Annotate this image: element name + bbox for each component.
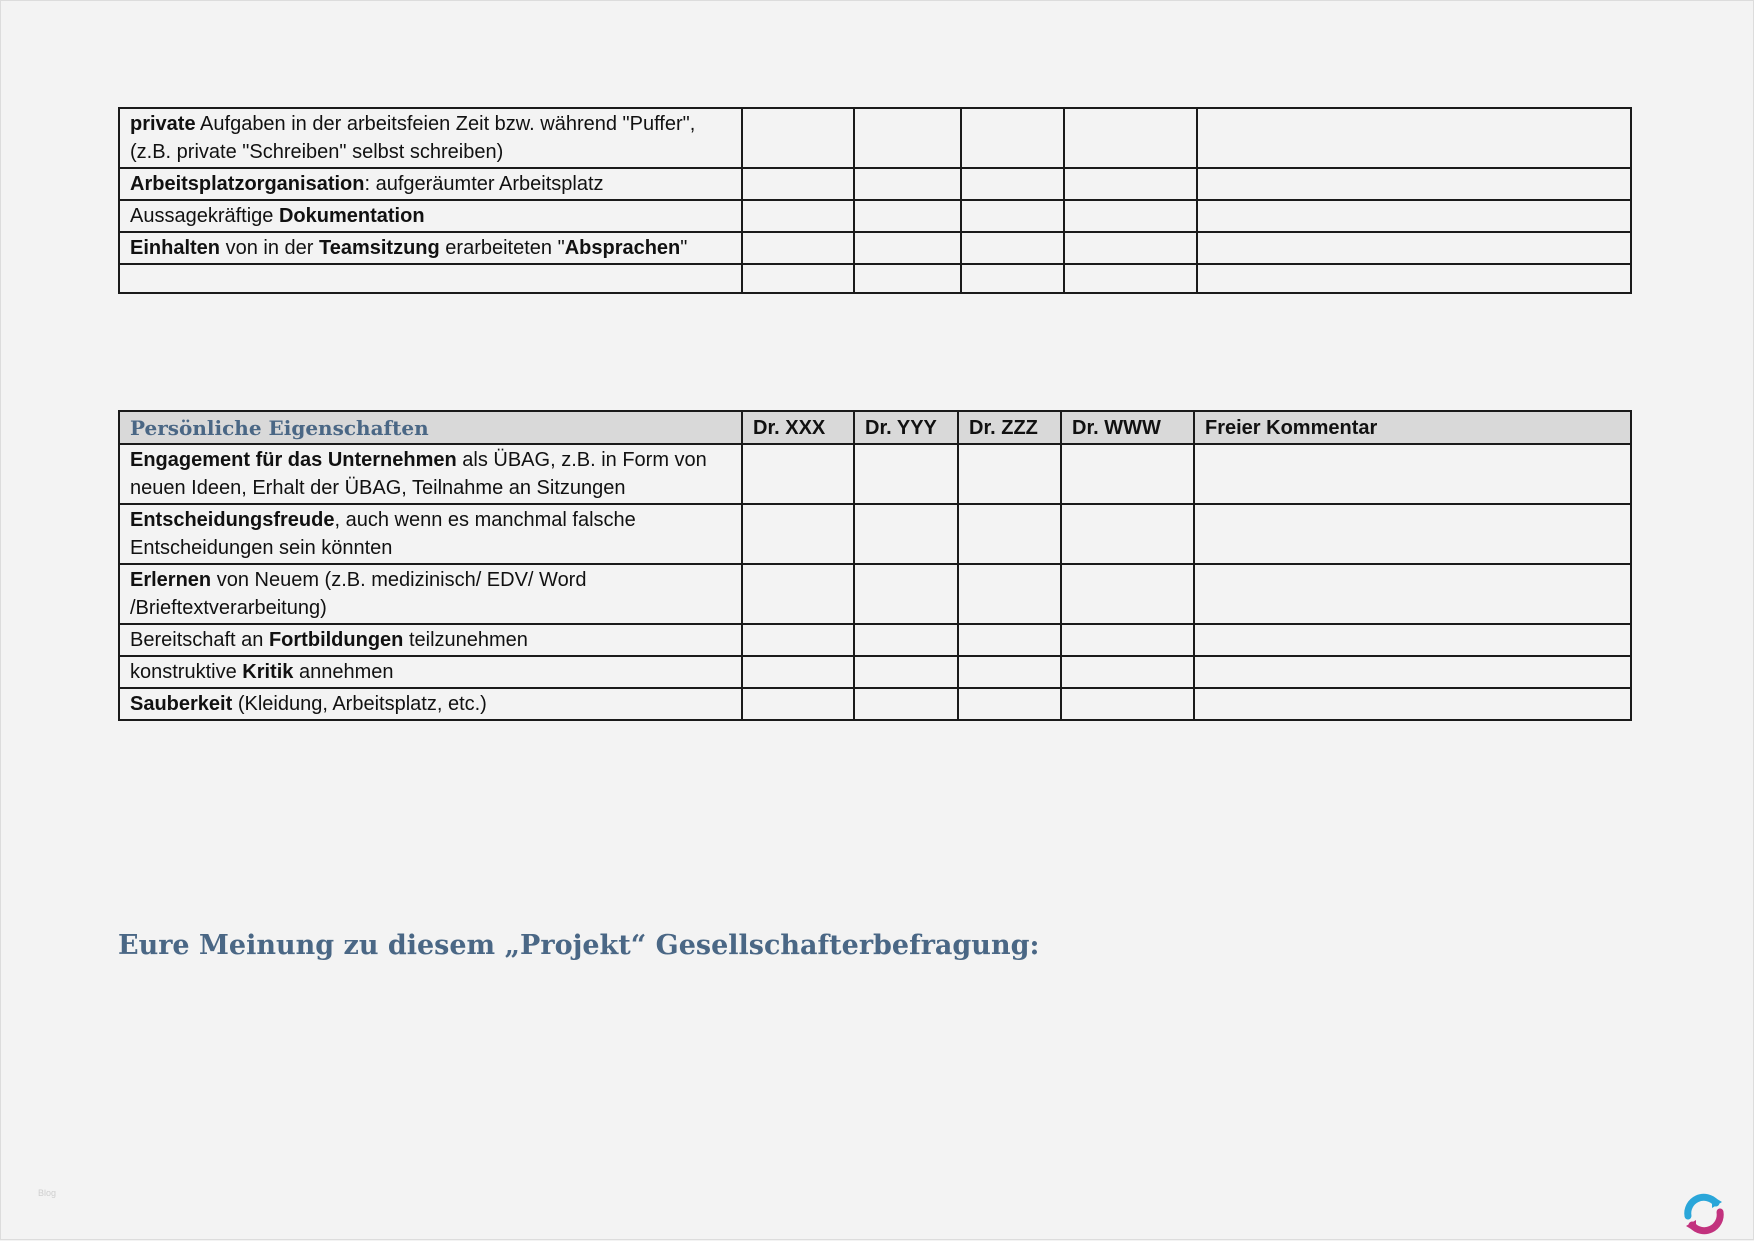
rating-cell[interactable] xyxy=(958,444,1061,504)
rating-cell[interactable] xyxy=(1061,444,1194,504)
rating-cell[interactable] xyxy=(1064,232,1197,264)
rating-cell[interactable] xyxy=(742,264,854,293)
rating-cell[interactable] xyxy=(742,688,854,720)
page-watermark-label: Blog xyxy=(38,1188,57,1198)
column-header-dr-zzz: Dr. ZZZ xyxy=(958,411,1061,444)
rating-cell[interactable] xyxy=(1064,168,1197,200)
criterion-text: von Neuem (z.B. medizinisch/ EDV/ Word /Brieftextverarbeitung) xyxy=(130,569,587,619)
criteria-table-work xyxy=(118,107,1632,294)
rating-cell[interactable] xyxy=(1194,504,1631,564)
rating-cell[interactable] xyxy=(854,504,958,564)
criterion-cell xyxy=(119,624,742,656)
criterion-text: Bereitschaft an xyxy=(130,629,269,651)
rating-cell[interactable] xyxy=(1194,444,1631,504)
rating-cell[interactable] xyxy=(742,656,854,688)
criterion-text: von in der xyxy=(220,237,319,259)
rating-cell[interactable] xyxy=(854,624,958,656)
rating-cell[interactable] xyxy=(742,444,854,504)
rating-cell[interactable] xyxy=(742,564,854,624)
criterion-text: : aufgeräumter Arbeitsplatz xyxy=(364,173,604,195)
criterion-text: (Kleidung, Arbeitsplatz, etc.) xyxy=(232,693,487,715)
criterion-keyword: Engagement für das Unternehmen xyxy=(130,449,457,471)
rating-cell[interactable] xyxy=(854,108,961,168)
rating-cell[interactable] xyxy=(1061,504,1194,564)
rating-cell[interactable] xyxy=(1194,624,1631,656)
rating-cell[interactable] xyxy=(1197,168,1631,200)
criterion-keyword: Fortbildungen xyxy=(268,629,404,651)
table-row xyxy=(119,688,1631,720)
criterion-text: Aufgaben in der arbeitsfeien Zeit bzw. während "Puffer", (z.B. private "Schreiben" selbst schreiben) xyxy=(130,113,696,163)
criterion-text: annehmen xyxy=(293,661,394,683)
column-header-comment: Freier Kommentar xyxy=(1194,411,1631,444)
criterion-text: , auch wenn es manchmal falsche Entscheidungen sein könnten xyxy=(130,509,636,559)
table-row xyxy=(119,168,1631,200)
rating-cell[interactable] xyxy=(854,444,958,504)
rating-cell[interactable] xyxy=(1194,688,1631,720)
criterion-cell xyxy=(119,504,742,564)
criterion-keyword: Kritik xyxy=(242,661,294,683)
rating-cell[interactable] xyxy=(958,624,1061,656)
rating-cell[interactable] xyxy=(1197,200,1631,232)
criteria-table-personal xyxy=(118,410,1632,721)
rating-cell[interactable] xyxy=(1194,656,1631,688)
criterion-cell xyxy=(119,232,742,264)
criterion-cell xyxy=(119,168,742,200)
table-row xyxy=(119,564,1631,624)
table-row xyxy=(119,200,1631,232)
rating-cell[interactable] xyxy=(1197,108,1631,168)
table-row xyxy=(119,624,1631,656)
rating-cell[interactable] xyxy=(1064,264,1197,293)
criterion-text: konstruktive xyxy=(130,661,243,683)
rating-cell[interactable] xyxy=(854,656,958,688)
criterion-cell xyxy=(119,200,742,232)
criterion-keyword: Entscheidungsfreude xyxy=(130,509,335,531)
rating-cell[interactable] xyxy=(1194,564,1631,624)
rating-cell[interactable] xyxy=(1197,232,1631,264)
criterion-cell xyxy=(119,564,742,624)
opinion-heading: Eure Meinung zu diesem „Projekt“ Gesellschafterbefragung: xyxy=(118,930,1040,961)
rating-cell[interactable] xyxy=(742,232,854,264)
rating-cell[interactable] xyxy=(742,108,854,168)
rating-cell[interactable] xyxy=(742,624,854,656)
table-header-row xyxy=(119,411,1631,444)
rating-cell[interactable] xyxy=(1061,624,1194,656)
column-header-dr-yyy: Dr. YYY xyxy=(854,411,958,444)
rating-cell[interactable] xyxy=(854,232,961,264)
rating-cell[interactable] xyxy=(961,168,1064,200)
criterion-text: als ÜBAG, z.B. in Form von neuen Ideen, Erhalt der ÜBAG, Teilnahme an Sitzungen xyxy=(130,449,707,499)
rating-cell[interactable] xyxy=(742,504,854,564)
rating-cell[interactable] xyxy=(961,108,1064,168)
table-row xyxy=(119,232,1631,264)
rating-cell[interactable] xyxy=(854,688,958,720)
rating-cell[interactable] xyxy=(961,232,1064,264)
rating-cell[interactable] xyxy=(958,564,1061,624)
table-row xyxy=(119,264,1631,293)
rating-cell[interactable] xyxy=(958,656,1061,688)
criterion-cell xyxy=(119,688,742,720)
rating-cell[interactable] xyxy=(854,168,961,200)
criterion-keyword: Erlernen xyxy=(130,569,212,591)
criterion-keyword: Arbeitsplatzorganisation xyxy=(130,173,365,195)
criterion-cell xyxy=(119,444,742,504)
rating-cell[interactable] xyxy=(961,200,1064,232)
rating-cell[interactable] xyxy=(742,200,854,232)
column-header-dr-xxx: Dr. XXX xyxy=(742,411,854,444)
table-row xyxy=(119,656,1631,688)
criterion-cell xyxy=(119,264,742,293)
rating-cell[interactable] xyxy=(1197,264,1631,293)
criterion-cell xyxy=(119,656,742,688)
section-title: Persönliche Eigenschaften xyxy=(119,411,742,444)
rating-cell[interactable] xyxy=(958,688,1061,720)
rating-cell[interactable] xyxy=(1064,200,1197,232)
rating-cell[interactable] xyxy=(1064,108,1197,168)
rating-cell[interactable] xyxy=(1061,688,1194,720)
criterion-text: erarbeiteten " xyxy=(439,237,565,259)
criterion-keyword: Teamsitzung xyxy=(318,237,440,259)
criterion-text: " xyxy=(680,237,688,259)
rating-cell[interactable] xyxy=(1061,564,1194,624)
table-row xyxy=(119,444,1631,504)
rating-cell[interactable] xyxy=(854,564,958,624)
criterion-keyword: Sauberkeit xyxy=(130,693,233,715)
criterion-keyword: private xyxy=(130,113,196,135)
rating-cell[interactable] xyxy=(854,264,961,293)
criterion-keyword: Einhalten xyxy=(130,237,221,259)
column-header-dr-www: Dr. WWW xyxy=(1061,411,1194,444)
table-row xyxy=(119,504,1631,564)
circular-arrows-logo-icon xyxy=(1682,1192,1726,1236)
rating-cell[interactable] xyxy=(854,200,961,232)
criterion-text: teilzunehmen xyxy=(403,629,528,651)
criterion-keyword: Dokumentation xyxy=(278,205,425,227)
rating-cell[interactable] xyxy=(958,504,1061,564)
criterion-keyword: Absprachen xyxy=(564,237,681,259)
table-row xyxy=(119,108,1631,168)
rating-cell[interactable] xyxy=(1061,656,1194,688)
criterion-text: Aussagekräftige xyxy=(130,205,279,227)
rating-cell[interactable] xyxy=(961,264,1064,293)
rating-cell[interactable] xyxy=(742,168,854,200)
criterion-cell xyxy=(119,108,742,168)
